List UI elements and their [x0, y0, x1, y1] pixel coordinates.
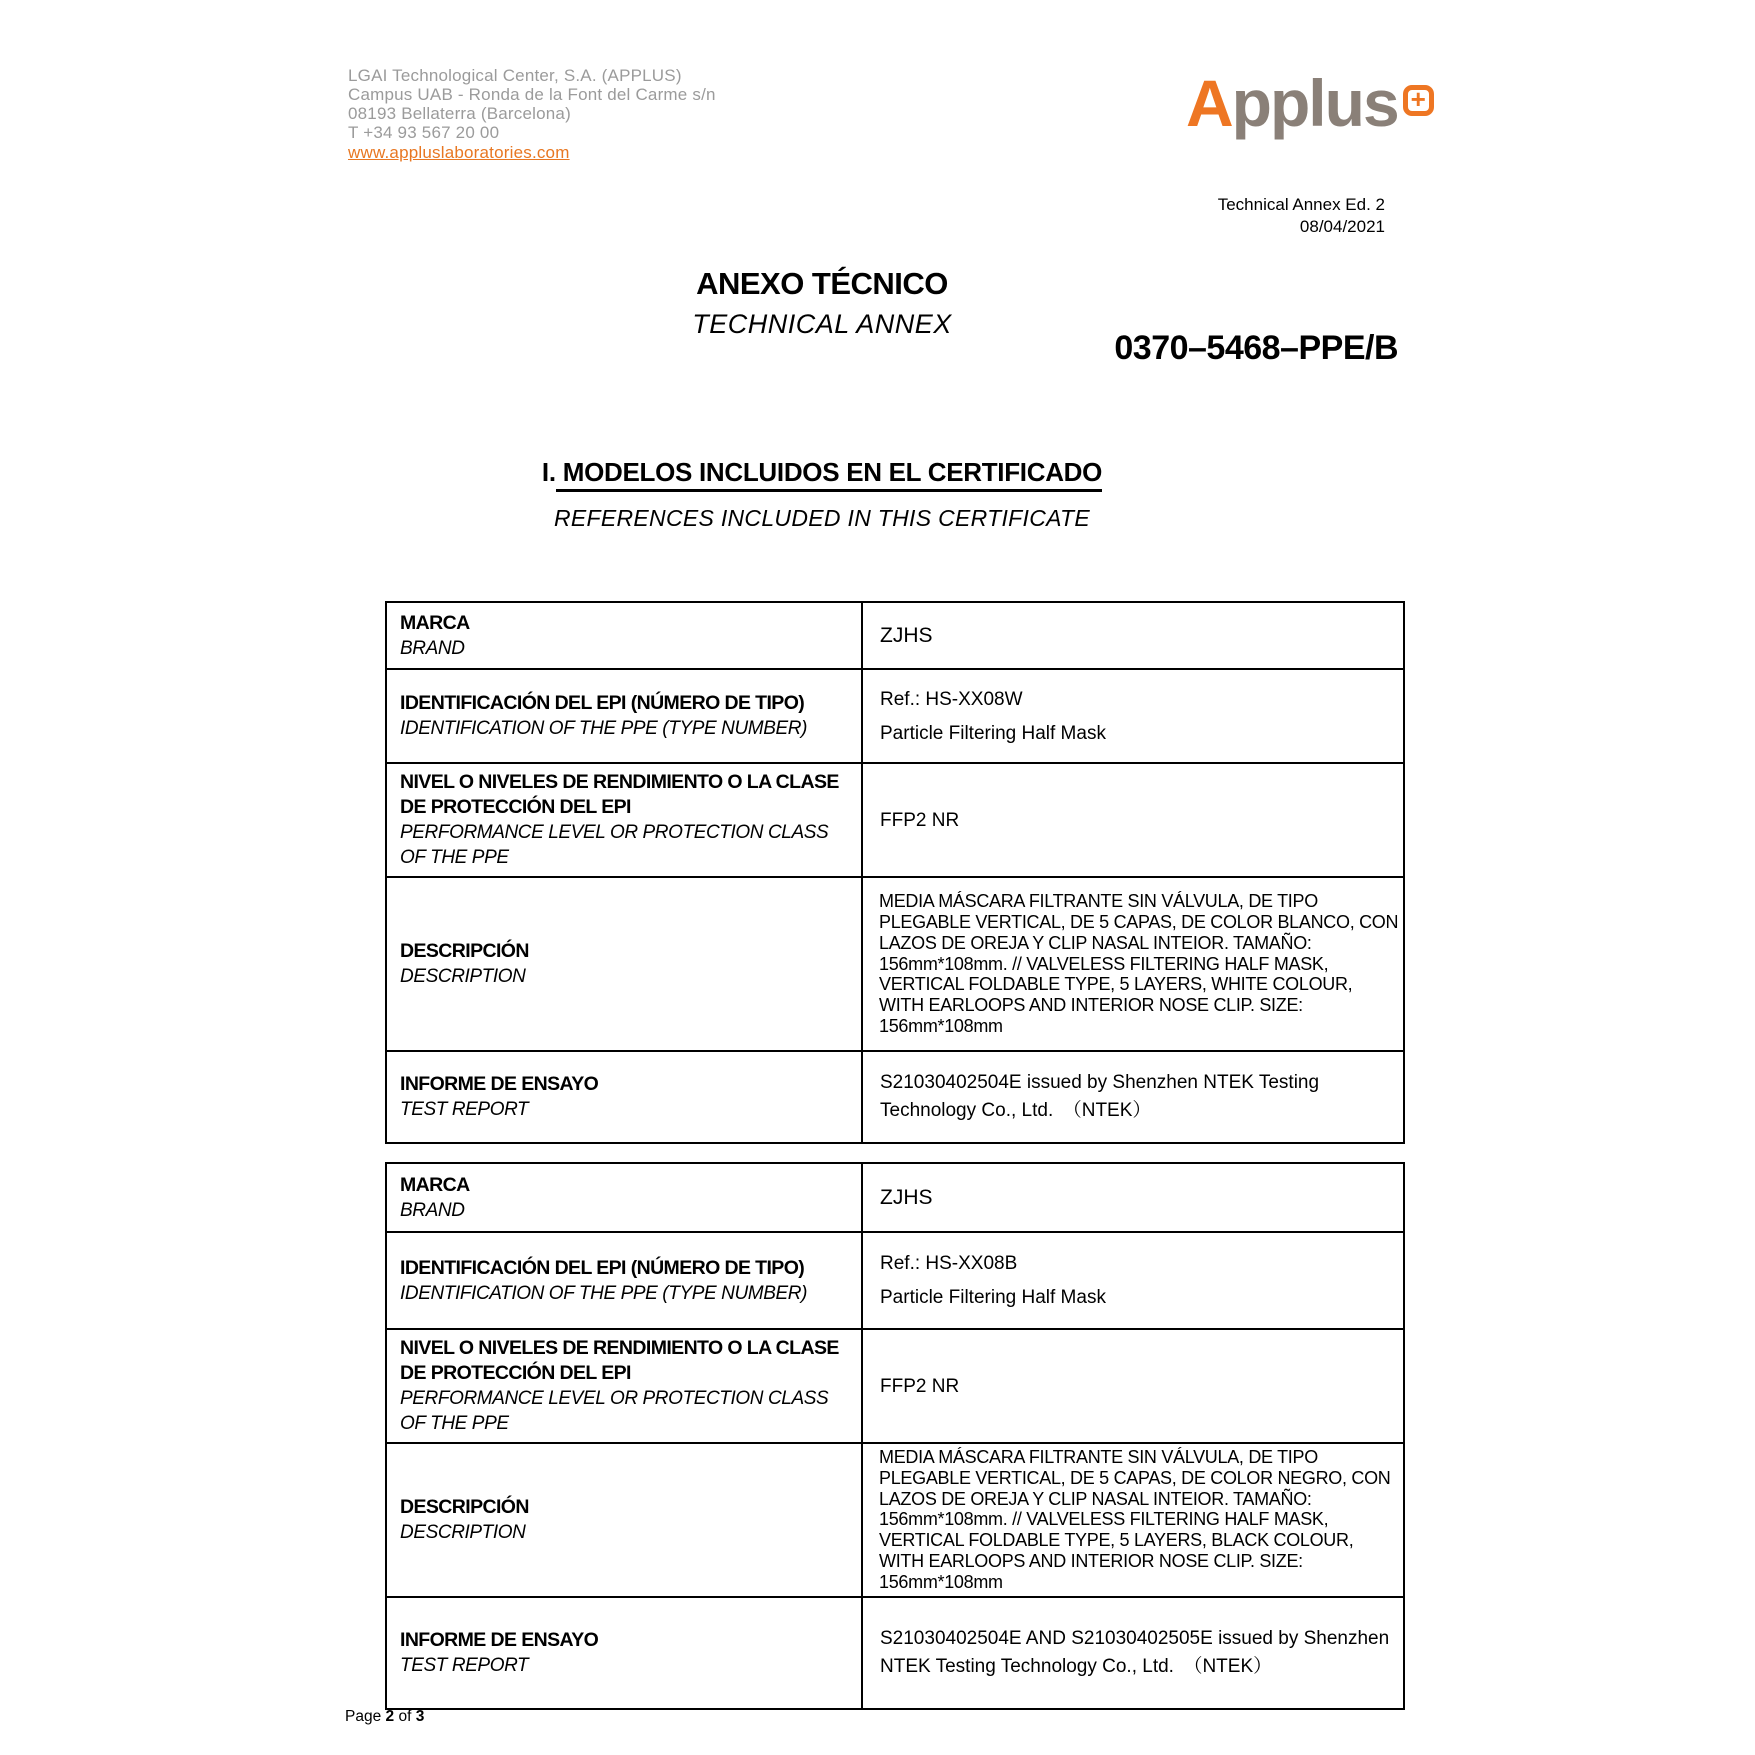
applus-logo-letters: pplus — [1231, 66, 1398, 140]
label-en: PERFORMANCE LEVEL OR PROTECTION CLASS OF THE PPE — [400, 1388, 829, 1434]
model-table-white — [385, 601, 1405, 1144]
table-row — [386, 669, 1404, 763]
address-line: 08193 Bellaterra (Barcelona) — [348, 104, 571, 123]
label-es: DESCRIPCIÓN — [400, 1495, 529, 1518]
label-es: INFORME DE ENSAYO — [400, 1073, 599, 1095]
certificate-number: 0370–5468–PPE/B — [1114, 329, 1398, 367]
ppe-type: Particle Filtering Half Mask — [880, 1287, 1106, 1308]
row-label-cell — [386, 669, 862, 763]
address-line: T +34 93 567 20 00 — [348, 123, 500, 142]
row-label-cell — [386, 1163, 862, 1232]
row-label-cell — [386, 1051, 862, 1143]
ppe-type: Particle Filtering Half Mask — [880, 722, 1106, 744]
row-value-cell — [862, 1163, 1404, 1232]
label-en: TEST REPORT — [400, 1099, 529, 1120]
label-es: NIVEL O NIVELES DE RENDIMIENTO O LA CLASE DE PROTECCIÓN DEL EPI — [400, 1337, 839, 1384]
row-value-cell — [862, 1443, 1404, 1597]
row-value-cell — [862, 1597, 1404, 1709]
annex-meta — [1218, 194, 1385, 238]
section-subtitle: REFERENCES INCLUDED IN THIS CERTIFICATE — [553, 505, 1091, 531]
table-row — [386, 1329, 1404, 1443]
row-value-cell — [862, 602, 1404, 669]
page-footer — [345, 1708, 424, 1726]
table-row — [386, 1051, 1404, 1143]
protection-class-value: FFP2 NR — [880, 809, 960, 831]
label-en: DESCRIPTION — [400, 966, 526, 987]
page-label: Page — [345, 1708, 382, 1725]
label-es: MARCA — [400, 611, 470, 634]
table-row — [386, 1232, 1404, 1329]
label-es: MARCA — [400, 1173, 470, 1196]
brand-value: ZJHS — [880, 1186, 933, 1209]
applus-logo-letter-a: A — [1186, 66, 1232, 140]
website-link[interactable]: www.appluslaboratories.com — [348, 143, 570, 162]
row-value-cell — [862, 1232, 1404, 1329]
section-title-text: MODELOS INCLUIDOS EN EL CERTIFICADO — [556, 457, 1102, 492]
row-label-cell — [386, 1597, 862, 1709]
label-en: TEST REPORT — [400, 1654, 529, 1676]
annex-date: 08/04/2021 — [1299, 217, 1385, 236]
table-row — [386, 1163, 1404, 1232]
row-label-cell — [386, 877, 862, 1051]
row-value-cell — [862, 1329, 1404, 1443]
label-en: DESCRIPTION — [400, 1521, 526, 1543]
page-current: 2 — [385, 1708, 395, 1725]
row-label-cell — [386, 602, 862, 669]
annex-edition: Technical Annex Ed. 2 — [1217, 195, 1385, 214]
row-value-cell — [862, 877, 1404, 1051]
address-line: Campus UAB - Ronda de la Font del Carme s/n — [348, 85, 716, 104]
description-value: MEDIA MÁSCARA FILTRANTE SIN VÁLVULA, DE TIPO PLEGABLE VERTICAL, DE 5 CAPAS, DE COLOR BLANCO, CON LAZOS DE OREJA Y CLIP NASAL INTEIOR. TAMAÑO: 156mm*108mm. // VALVELESS FILTERING HALF MASK, VERTICAL FOLDABLE TYPE, 5 LAYERS, WHITE COLOUR, WITH EARLOOPS AND INTERIOR NOSE CLIP. SIZE: 156mm*108mm — [879, 891, 1399, 1036]
test-report-value: S21030402504E AND S21030402505E issued by Shenzhen NTEK Testing Technology Co., Ltd. （NTEK） — [880, 1627, 1390, 1677]
title-english: TECHNICAL ANNEX — [692, 309, 952, 339]
applus-plus-icon: + — [1403, 85, 1434, 116]
address-line: LGAI Technological Center, S.A. (APPLUS) — [348, 66, 682, 85]
table-row — [386, 1443, 1404, 1597]
section-title-prefix: I. — [541, 457, 556, 487]
table-row — [386, 1597, 1404, 1709]
page-of-label: of — [398, 1708, 412, 1725]
title-spanish: ANEXO TÉCNICO — [696, 266, 948, 301]
row-value-cell — [862, 669, 1404, 763]
label-es: NIVEL O NIVELES DE RENDIMIENTO O LA CLASE DE PROTECCIÓN DEL EPI — [400, 771, 839, 818]
row-label-cell — [386, 1329, 862, 1443]
ppe-reference: Ref.: HS-XX08W — [880, 688, 1023, 710]
row-label-cell — [386, 1232, 862, 1329]
test-report-value: S21030402504E issued by Shenzhen NTEK Testing Technology Co., Ltd. （NTEK） — [880, 1072, 1320, 1121]
label-en: PERFORMANCE LEVEL OR PROTECTION CLASS OF THE PPE — [400, 822, 829, 868]
row-value-cell — [862, 763, 1404, 877]
description-value: MEDIA MÁSCARA FILTRANTE SIN VÁLVULA, DE TIPO PLEGABLE VERTICAL, DE 5 CAPAS, DE COLOR NEGRO, CON LAZOS DE OREJA Y CLIP NASAL INTEIOR. TAMAÑO: 156mm*108mm. // VALVELESS FILTERING HALF MASK, VERTICAL FOLDABLE TYPE, 5 LAYERS, BLACK COLOUR, WITH EARLOOPS AND INTERIOR NOSE CLIP. SIZE: 156mm*108mm — [879, 1447, 1391, 1592]
ppe-reference: Ref.: HS-XX08B — [880, 1253, 1018, 1274]
protection-class-value: FFP2 NR — [880, 1375, 960, 1397]
company-address-block — [348, 66, 716, 162]
applus-logo — [1186, 68, 1434, 138]
label-es: IDENTIFICACIÓN DEL EPI (NÚMERO DE TIPO) — [400, 1256, 805, 1279]
model-table-black — [385, 1162, 1405, 1710]
row-value-cell — [862, 1051, 1404, 1143]
page-total: 3 — [415, 1708, 425, 1725]
table-row — [386, 877, 1404, 1051]
applus-logo-wordmark — [1186, 66, 1398, 140]
label-en: BRAND — [400, 637, 465, 659]
section-title — [0, 457, 1644, 488]
label-en: BRAND — [400, 1199, 465, 1221]
label-en: IDENTIFICATION OF THE PPE (TYPE NUMBER) — [400, 718, 808, 739]
row-label-cell — [386, 763, 862, 877]
table-row — [386, 763, 1404, 877]
label-es: IDENTIFICACIÓN DEL EPI (NÚMERO DE TIPO) — [400, 692, 805, 714]
label-en: IDENTIFICATION OF THE PPE (TYPE NUMBER) — [400, 1282, 808, 1304]
label-es: DESCRIPCIÓN — [400, 940, 529, 962]
row-label-cell — [386, 1443, 862, 1597]
label-es: INFORME DE ENSAYO — [400, 1628, 599, 1651]
table-row — [386, 602, 1404, 669]
brand-value: ZJHS — [880, 624, 933, 647]
